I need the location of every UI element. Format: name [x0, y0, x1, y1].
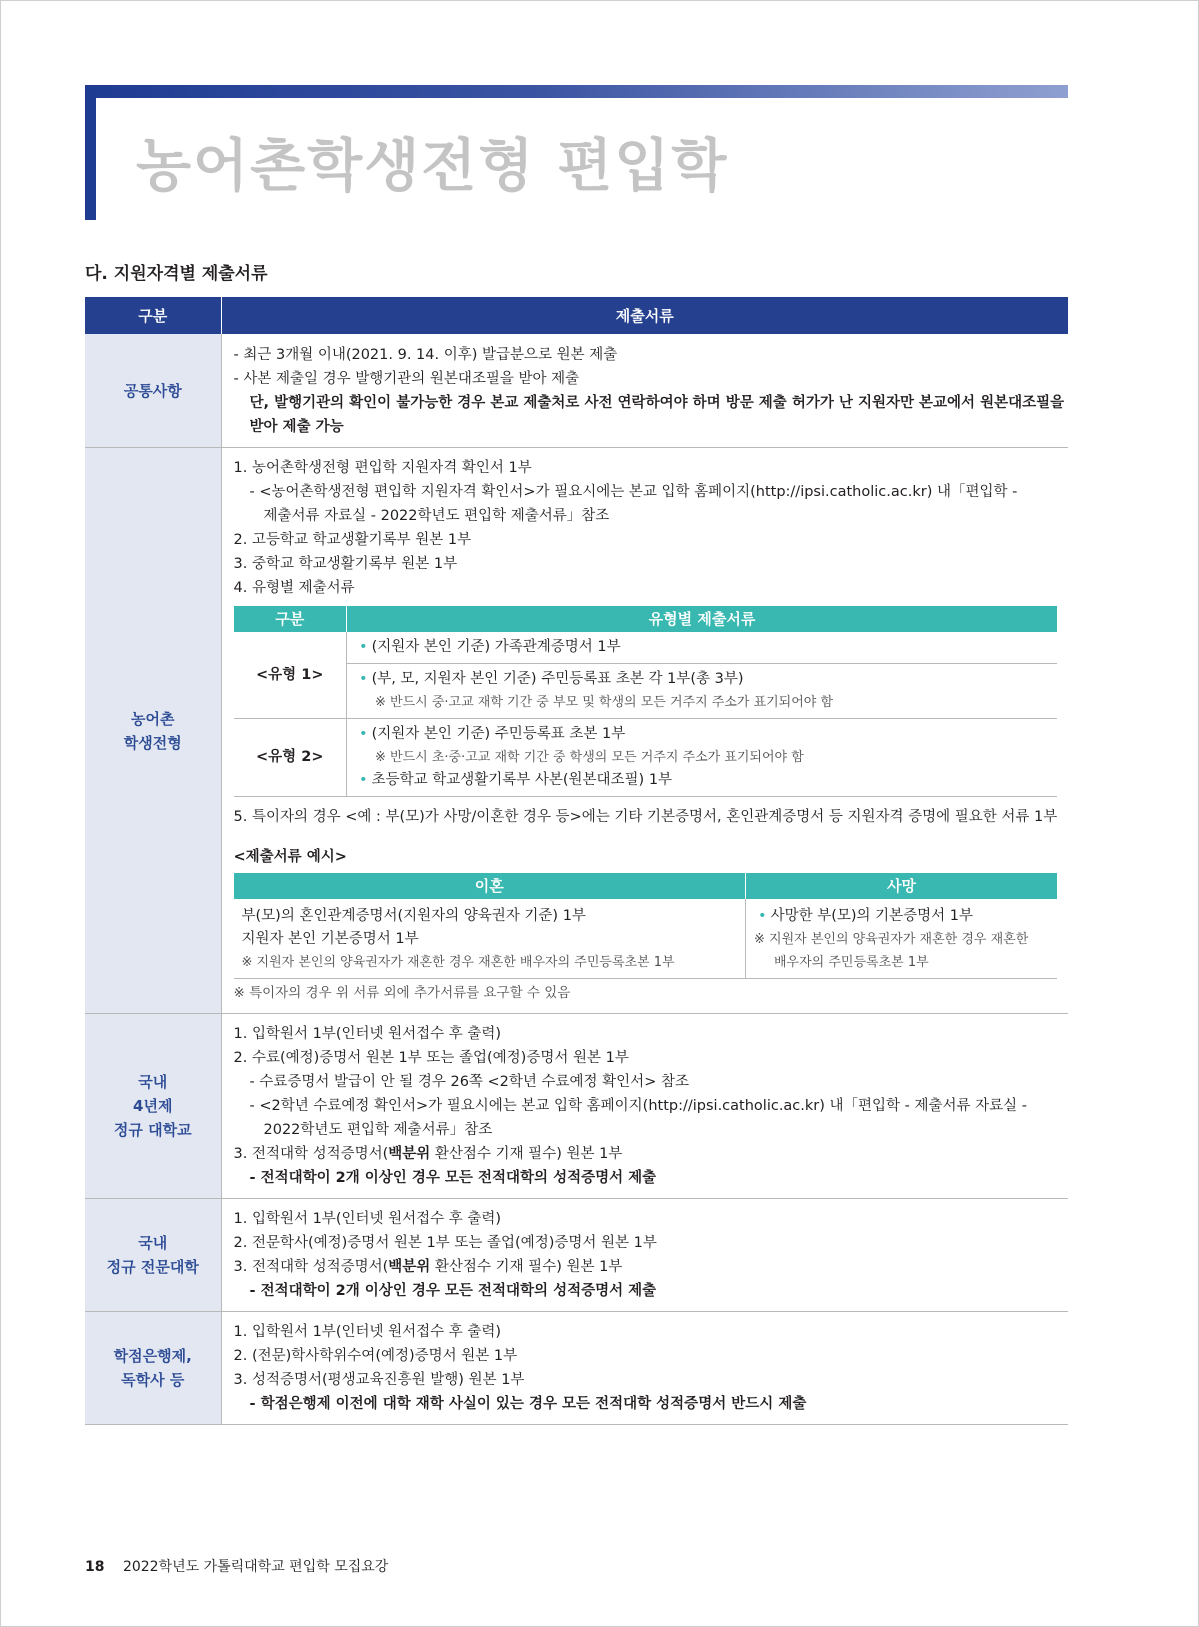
type1-label: <유형 1>: [234, 632, 347, 719]
common-line-1: - 최근 3개월 이내(2021. 9. 14. 이후) 발급분으로 원본 제출: [233, 347, 618, 363]
documents-table: [85, 297, 1068, 1425]
header-side-bar: [85, 85, 96, 220]
example-death-cell: • 사망한 부(모)의 기본증명서 1부 ※ 지원자 본인의 양육권자가 재혼한 경우 재혼한 배우자의 주민등록초본 1부: [746, 899, 1058, 979]
rural-line-5: 3. 중학교 학교생활기록부 원본 1부: [233, 556, 458, 572]
type1-row-a: [234, 632, 1058, 664]
type-table: [234, 606, 1058, 797]
type1-row-b: [234, 664, 1058, 719]
example-header-death: 사망: [746, 873, 1058, 899]
example-title: <제출서류 예시>: [233, 849, 347, 865]
common-line-4: 받아 제출 가능: [249, 419, 344, 435]
rural-final-note: ※ 특이자의 경우 위 서류 외에 추가서류를 요구할 수 있음: [233, 985, 571, 1001]
category-college: 국내 정규 전문대학: [85, 1199, 221, 1312]
type-header-category: 구분: [234, 606, 347, 632]
page-number: 18: [85, 1559, 105, 1575]
common-line-2: - 사본 제출일 경우 발행기관의 원본대조필을 받아 제출: [233, 371, 580, 387]
category-common: 공통사항: [85, 334, 221, 448]
category-univ4: 국내 4년제 정규 대학교: [85, 1014, 221, 1199]
bullet-icon: •: [359, 671, 368, 687]
common-line-3: 단, 발행기관의 확인이 불가능한 경우 본교 제출처로 사전 연락하여야 하며 방문 제출 허가가 난 지원자만 본교에서 원본대조필을: [249, 395, 1065, 411]
content-credit-bank: 1. 입학원서 1부(인터넷 원서접수 후 출력) 2. (전문)학사학위수여(예정)증명서 원본 1부 3. 성적증명서(평생교육진흥원 발행) 원본 1부 - 학점은행제 이전에 대학 재학 사실이 있는 경우 모든 전적대학 성적증명서 반드시 제출: [221, 1312, 1068, 1425]
rural-line-4: 2. 고등학교 학교생활기록부 원본 1부: [233, 532, 472, 548]
category-rural: 농어촌 학생전형: [85, 448, 221, 1014]
type2-items: • (지원자 본인 기준) 주민등록표 초본 1부 ※ 반드시 초·중·고교 재학 기간 중 학생의 모든 거주지 주소가 표기되어야 함 • 초등학교 학교생활기록부 사본(원본대조필) 1부: [347, 719, 1058, 797]
type2-label: <유형 2>: [234, 719, 347, 797]
row-common: [85, 334, 1068, 448]
content-common: [221, 334, 1068, 448]
type-table-header: [234, 606, 1058, 632]
header-documents: 제출서류: [221, 297, 1068, 334]
bullet-icon: •: [359, 772, 368, 788]
rural-line-7: 5. 특이자의 경우 <예 : 부(모)가 사망/이혼한 경우 등>에는 기타 기본증명서, 혼인관계증명서 등 지원자격 증명에 필요한 서류 1부: [233, 809, 1058, 825]
row-college: [85, 1199, 1068, 1312]
table-header-row: [85, 297, 1068, 334]
content-college: 1. 입학원서 1부(인터넷 원서접수 후 출력) 2. 전문학사(예정)증명서 원본 1부 또는 졸업(예정)증명서 원본 1부 3. 전적대학 성적증명서(백분위 환산점수 기재 필수) 원본 1부 - 전적대학이 2개 이상인 경우 모든 전적대학의 성적증명서 제출: [221, 1199, 1068, 1312]
type-header-docs: 유형별 제출서류: [347, 606, 1058, 632]
rural-line-2: - <농어촌학생전형 편입학 지원자격 확인서>가 필요시에는 본교 입학 홈페이지(http://ipsi.catholic.ac.kr) 내「편입학 -: [249, 484, 1018, 500]
type2-note: ※ 반드시 초·중·고교 재학 기간 중 학생의 모든 거주지 주소가 표기되어야 함: [375, 750, 804, 765]
header-category: 구분: [85, 297, 221, 334]
type1-item-2: • (부, 모, 지원자 본인 기준) 주민등록표 초본 각 1부(총 3부) ※ 반드시 중·고교 재학 기간 중 부모 및 학생의 모든 거주지 주소가 표기되어야 함: [347, 664, 1058, 719]
page-title: 농어촌학생전형 편입학: [136, 133, 729, 199]
rural-line-1: 1. 농어촌학생전형 편입학 지원자격 확인서 1부: [233, 460, 532, 476]
content-rural: [221, 448, 1068, 1014]
row-univ4: [85, 1014, 1068, 1199]
page-footer: [85, 1556, 388, 1576]
bullet-icon: •: [359, 639, 368, 655]
example-divorce-cell: 부(모)의 혼인관계증명서(지원자의 양육권자 기준) 1부 지원자 본인 기본증명서 1부 ※ 지원자 본인의 양육권자가 재혼한 경우 재혼한 배우자의 주민등록초본 1부: [234, 899, 746, 979]
example-table: [234, 873, 1058, 979]
rural-line-6: 4. 유형별 제출서류: [233, 580, 355, 596]
row-rural: [85, 448, 1068, 1014]
section-heading: 다. 지원자격별 제출서류: [85, 264, 268, 284]
type2-row: [234, 719, 1058, 797]
category-credit-bank: 학점은행제, 독학사 등: [85, 1312, 221, 1425]
example-header-divorce: 이혼: [234, 873, 746, 899]
example-row: [234, 899, 1058, 979]
rural-line-3: 제출서류 자료실 - 2022학년도 편입학 제출서류」참조: [263, 508, 610, 524]
content-univ4: 1. 입학원서 1부(인터넷 원서접수 후 출력) 2. 수료(예정)증명서 원본 1부 또는 졸업(예정)증명서 원본 1부 - 수료증명서 발급이 안 될 경우 26쪽 <2학년 수료예정 확인서> 참조 - <2학년 수료예정 확인서>가 필요시에는 본교 입학 홈페이지(http://ipsi.catholic.ac.kr) 내「편입학 - 제출서류 자료실 - 2022학년도 편입학 제출서류」참조 3. 전적대학 성적증명서(백분위 환산점수 기재 필수) 원본 1부 - 전적대학이 2개 이상인 경우 모든 전적대학의 성적증명서 제출: [221, 1014, 1068, 1199]
bullet-icon: •: [758, 908, 767, 924]
header-accent-bar: [85, 85, 1068, 98]
type1-item-1: • (지원자 본인 기준) 가족관계증명서 1부: [347, 632, 1058, 664]
footer-doc-title: 2022학년도 가톨릭대학교 편입학 모집요강: [122, 1559, 389, 1575]
row-credit-bank: [85, 1312, 1068, 1425]
type1-note: ※ 반드시 중·고교 재학 기간 중 부모 및 학생의 모든 거주지 주소가 표기되어야 함: [375, 695, 834, 710]
bullet-icon: •: [359, 726, 368, 742]
example-table-header: [234, 873, 1058, 899]
